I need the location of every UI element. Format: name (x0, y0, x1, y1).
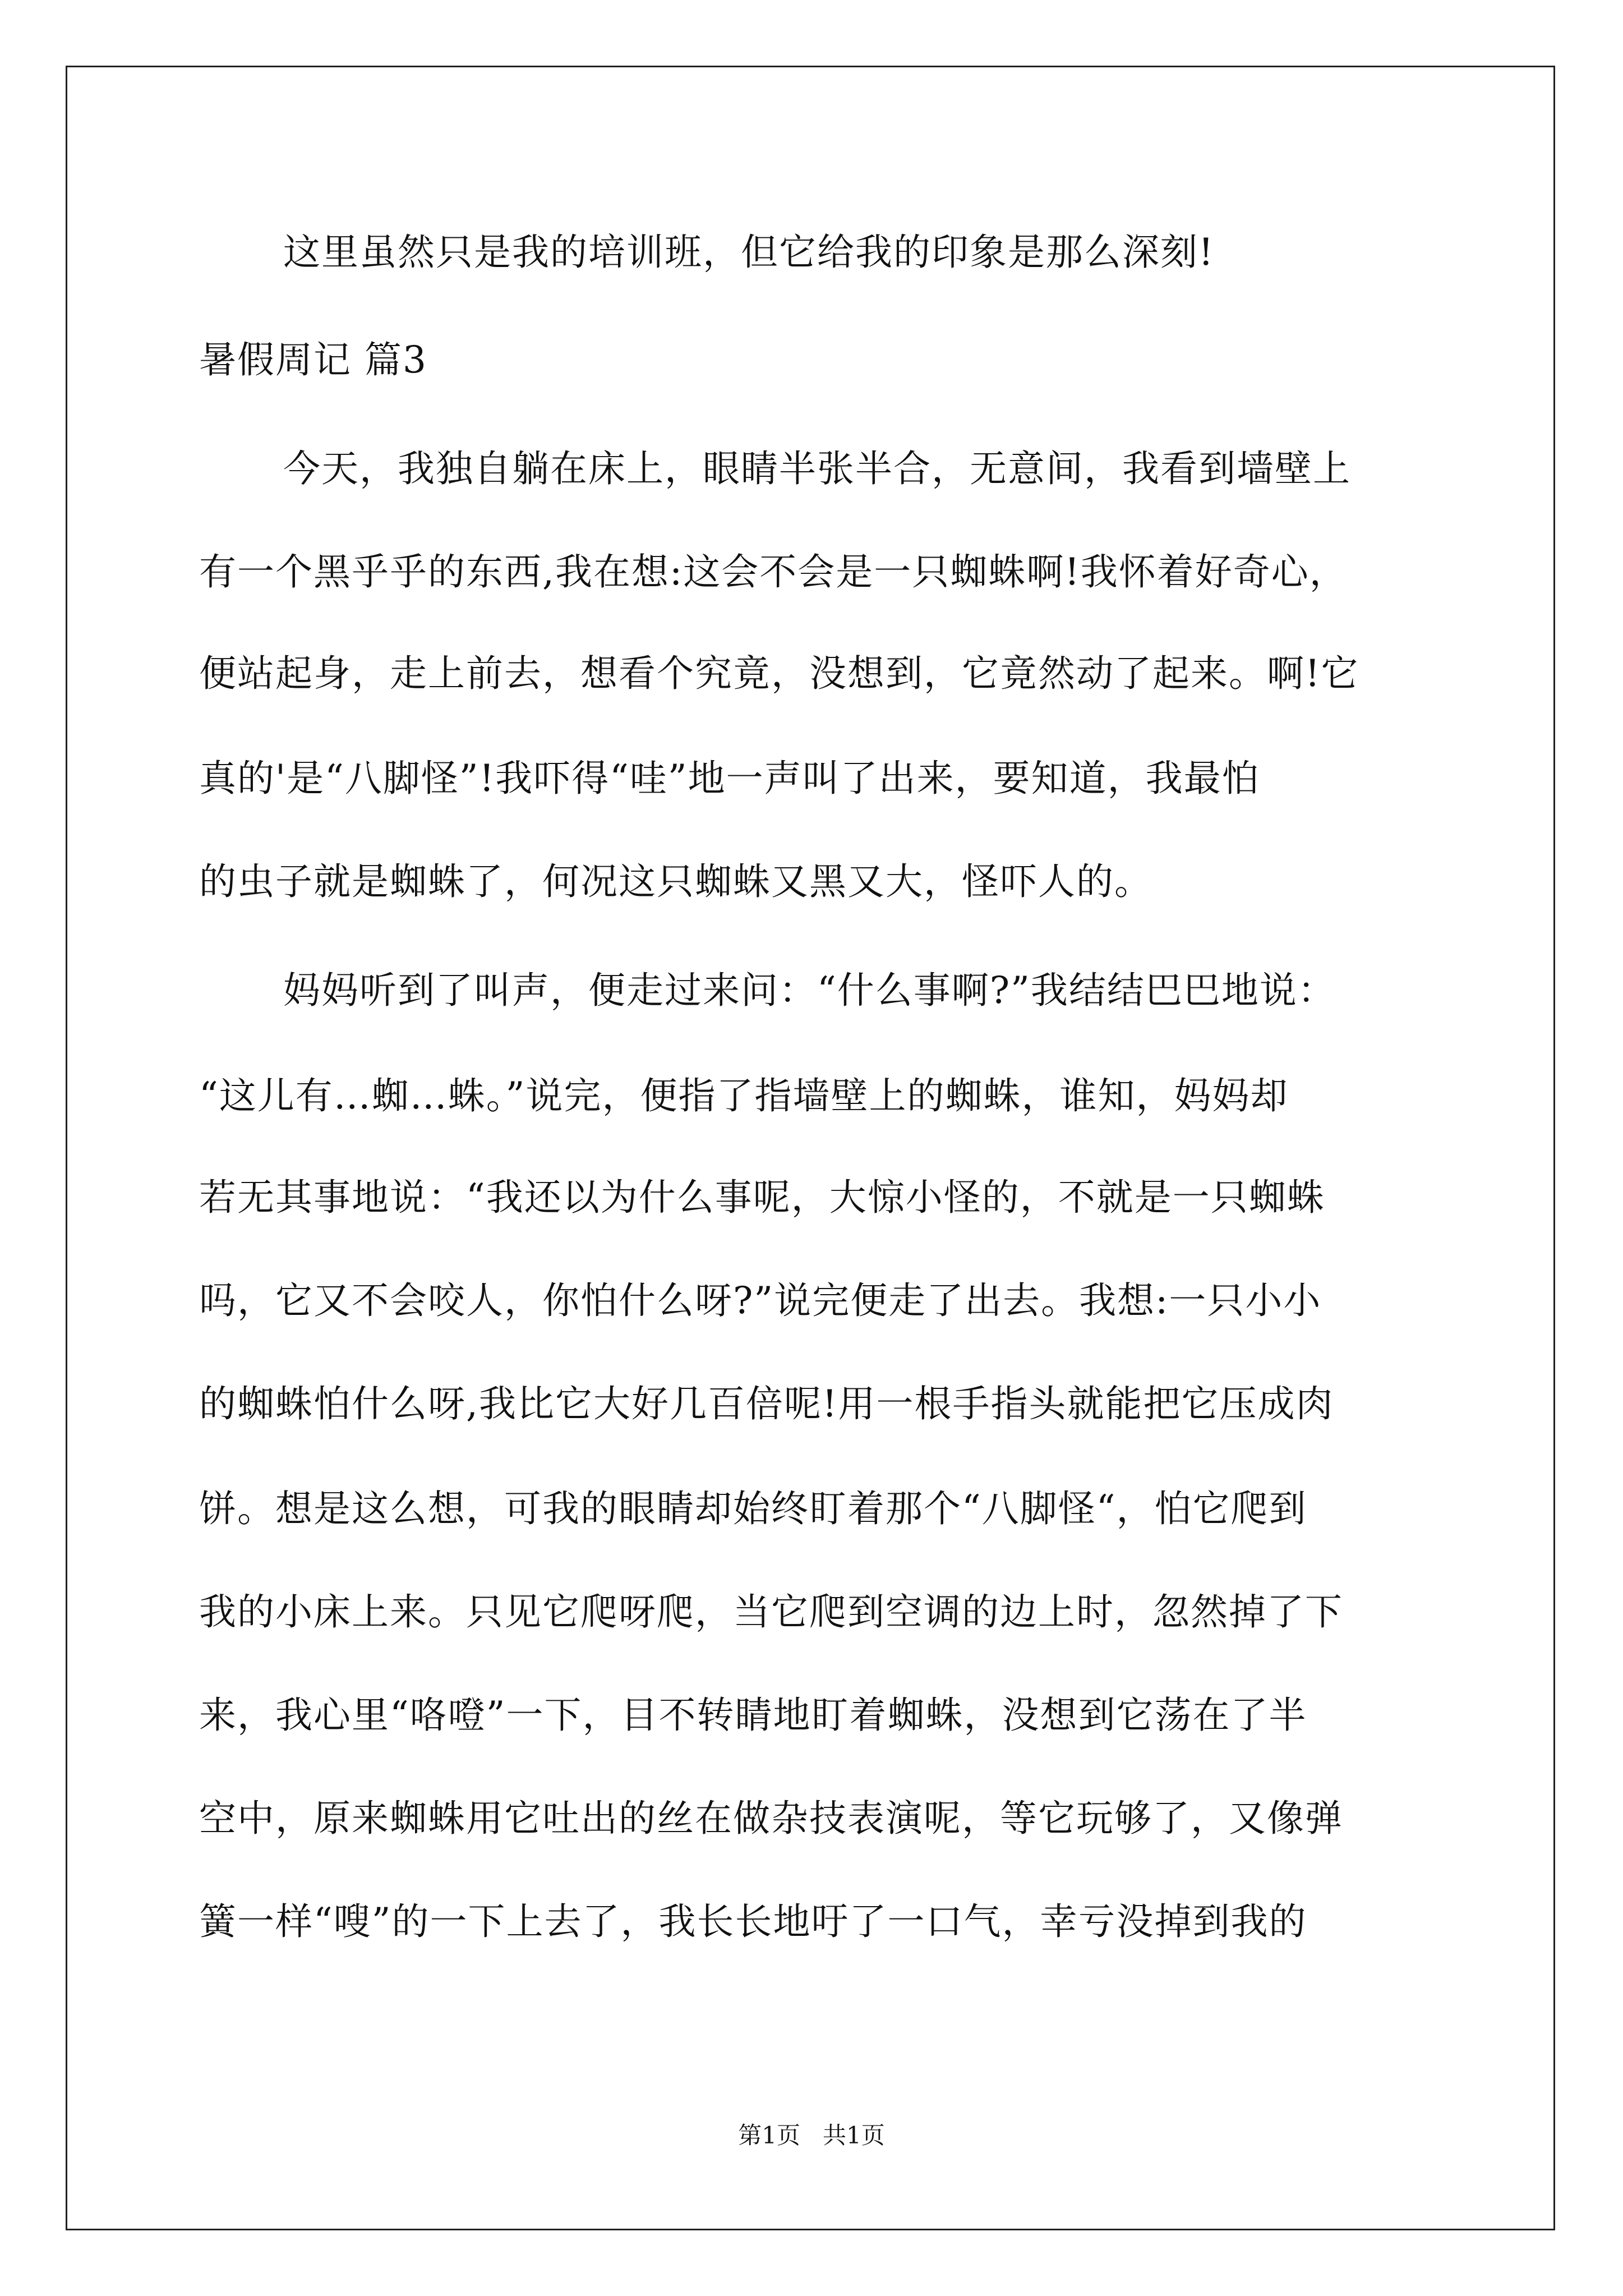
page-number-footer: 第1页 共1页 (738, 2122, 885, 2149)
section-heading: 暑假周记 篇3 (199, 338, 427, 381)
paragraph-line: 便站起身，走上前去，想看个究竟，没想到，它竟然动了起来。啊!它 (199, 652, 1359, 695)
paragraph-line: 妈妈听到了叫声，便走过来问：“什么事啊?”我结结巴巴地说： (283, 969, 1336, 1012)
paragraph-line: 来，我心里“咯噔”一下，目不转睛地盯着蜘蛛，没想到它荡在了半 (199, 1694, 1307, 1737)
paragraph-line: 有一个黑乎乎的东西,我在想:这会不会是一只蜘蛛啊!我怀着好奇心， (199, 550, 1348, 593)
paragraph-line: 真的'是“八脚怪”!我吓得“哇”地一声叫了出来，要知道，我最怕 (199, 757, 1260, 800)
paragraph-line: 簧一样“嗖”的一下上去了，我长长地吁了一口气，幸亏没掉到我的 (199, 1900, 1307, 1943)
paragraph-line: 的虫子就是蜘蛛了，何况这只蜘蛛又黑又大，怪吓人的。 (199, 860, 1152, 903)
paragraph-line: 饼。想是这么想，可我的眼睛却始终盯着那个“八脚怪“，怕它爬到 (199, 1487, 1307, 1530)
paragraph-line: 这里虽然只是我的培训班，但它给我的印象是那么深刻! (283, 231, 1215, 274)
paragraph-line: 今天，我独自躺在床上，眼睛半张半合，无意间，我看到墙壁上 (283, 447, 1351, 490)
paragraph-line: 若无其事地说：“我还以为什么事呢，大惊小怪的，不就是一只蜘蛛 (199, 1176, 1325, 1219)
paragraph-line: 空中，原来蜘蛛用它吐出的丝在做杂技表演呢，等它玩够了，又像弹 (199, 1797, 1343, 1840)
paragraph-line: 吗，它又不会咬人，你怕什么呀?”说完便走了出去。我想:一只小小 (199, 1279, 1322, 1322)
paragraph-line: 我的小床上来。只见它爬呀爬，当它爬到空调的边上时，忽然掉了下 (199, 1590, 1343, 1634)
paragraph-line: “这儿有…蜘…蛛。”说完，便指了指墙壁上的蜘蛛，谁知，妈妈却 (199, 1074, 1289, 1117)
paragraph-line: 的蜘蛛怕什么呀,我比它大好几百倍呢!用一根手指头就能把它压成肉 (199, 1382, 1334, 1425)
